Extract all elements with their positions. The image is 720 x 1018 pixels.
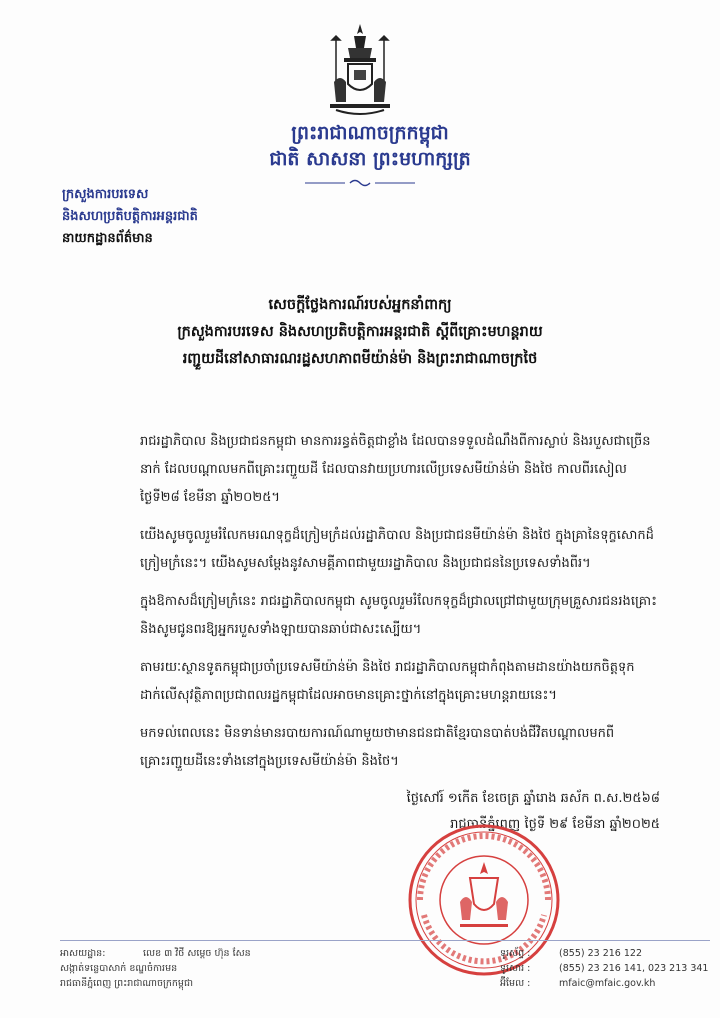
fax-value: (855) 23 216 141, 023 213 341 xyxy=(559,963,709,974)
paragraph-1: រាជរដ្ឋាភិបាល និងប្រជាជនកម្ពុជា មានការរន្ធត់ចិត្តជាខ្លាំង ដែលបានទទួលដំណឹងពីការស្លាប់ និងរបួសជាច្រើននាក់ ដែលបណ្តាលមកពីគ្រោះរញ្ជួយដី ដែលបានវាយប្រហារលើប្រទេសមីយ៉ាន់ម៉ា និងថៃ កាលពីរសៀលថ្ងៃទី២៨ ខែមីនា ឆ្នាំ២០២៥។ xyxy=(140,434,651,505)
paragraph-5: មកទល់ពេលនេះ មិនទាន់មានរបាយការណ៍ណាមួយថាមានជនជាតិខ្មែរបានបាត់បង់ជីវិតបណ្តាលមកពីគ្រោះរញ្ជួយដីនេះទាំងនៅក្នុងប្រទេសមីយ៉ាន់ម៉ា និងថៃ។ xyxy=(140,726,615,769)
gregorian-date: រាជធានីភ្នំពេញ ថ្ងៃទី ២៩ ខែមីនា ឆ្នាំ២០២៥ xyxy=(450,817,660,832)
address-label: អាសយដ្ឋាន: xyxy=(60,948,106,959)
email-value[interactable]: mfaic@mfaic.gov.kh xyxy=(559,978,656,989)
paragraph-3: ក្នុងឱកាសដ៏ក្រៀមក្រំនេះ រាជរដ្ឋាភិបាលកម្ពុជា សូមចូលរួមរំលែកទុក្ខដ៏ជ្រាលជ្រៅជាមួយក្រុមគ្រួសារជនរងគ្រោះ និងសូមជូនពរឱ្យអ្នករបួសទាំងឡាយបានឆាប់ជាសះស្បើយ។ xyxy=(140,594,657,637)
footer-contact xyxy=(500,946,720,991)
address-line-2: សង្កាត់ទន្លេបាសាក់ ខណ្ឌចំការមន xyxy=(60,963,178,974)
fax-label: ទូរសារ : xyxy=(500,963,531,974)
kingdom-name: ព្រះរាជាណាចក្រកម្ពុជា xyxy=(291,122,449,144)
paragraph-4: តាមរយៈស្ថានទូតកម្ពុជាប្រចាំប្រទេសមីយ៉ាន់ម៉ា និងថៃ រាជរដ្ឋាភិបាលកម្ពុជាកំពុងតាមដានយ៉ាងយកចិត្តទុកដាក់លើសុវត្ថិភាពប្រជាពលរដ្ឋកម្ពុជាដែលអាចមានគ្រោះថ្នាក់នៅក្នុងគ្រោះមហន្តរាយនេះ។ xyxy=(140,660,635,703)
kingdom-header xyxy=(240,120,500,172)
ministry-name-line2: និងសហប្រតិបត្តិការអន្តរជាតិ xyxy=(62,209,198,224)
ministry-block xyxy=(62,184,262,250)
footer-address xyxy=(60,946,340,991)
footer-divider xyxy=(60,940,710,941)
decorative-divider-icon xyxy=(305,178,415,188)
address-value: លេខ ៣ វិថី សម្តេច ហ៊ុន សែន xyxy=(143,948,251,959)
email-label: អ៊ីមែល : xyxy=(500,978,531,989)
title-line-1: សេចក្តីថ្លែងការណ៍របស់អ្នកនាំពាក្យ xyxy=(268,297,452,313)
department-name: នាយកដ្ឋានព័ត៌មាន xyxy=(62,231,153,246)
royal-arms-emblem-icon xyxy=(322,22,398,122)
paragraph-2: យើងសូមចូលរួមរំលែកមរណទុក្ខដ៏ក្រៀមក្រំដល់រដ្ឋាភិបាល និងប្រជាជនមីយ៉ាន់ម៉ា និងថៃ ក្នុងគ្រានៃទុក្ខសោកដ៏ក្រៀមក្រំនេះ។ យើងសូមសម្តែងនូវសាមគ្គីភាពជាមួយរដ្ឋាភិបាល និងប្រជាជននៃប្រទេសទាំងពីរ។ xyxy=(140,528,654,571)
lunar-date: ថ្ងៃសៅរ៍ ១កើត ខែចេត្រ ឆ្នាំរោង ឆស័ក ព.ស.២៥៦៨ xyxy=(406,791,660,806)
address-line-3: រាជធានីភ្នំពេញ ព្រះរាជាណាចក្រកម្ពុជា xyxy=(60,978,193,989)
phone-value: (855) 23 216 122 xyxy=(559,948,642,959)
statement-title xyxy=(80,292,640,373)
title-line-3: រញ្ជួយដីនៅសាធារណរដ្ឋសហភាពមីយ៉ាន់ម៉ា និងព្រះរាជាណាចក្រថៃ xyxy=(182,351,538,367)
title-line-2: ក្រសួងការបរទេស និងសហប្រតិបត្តិការអន្តរជាតិ ស្តីពីគ្រោះមហន្តរាយ xyxy=(177,324,543,340)
national-motto: ជាតិ សាសនា ព្រះមហាក្សត្រ xyxy=(269,148,471,170)
ministry-name-line1: ក្រសួងការបរទេស xyxy=(62,187,149,202)
phone-label: ទូរស័ព្ទ : xyxy=(500,948,531,959)
statement-body xyxy=(140,428,660,786)
